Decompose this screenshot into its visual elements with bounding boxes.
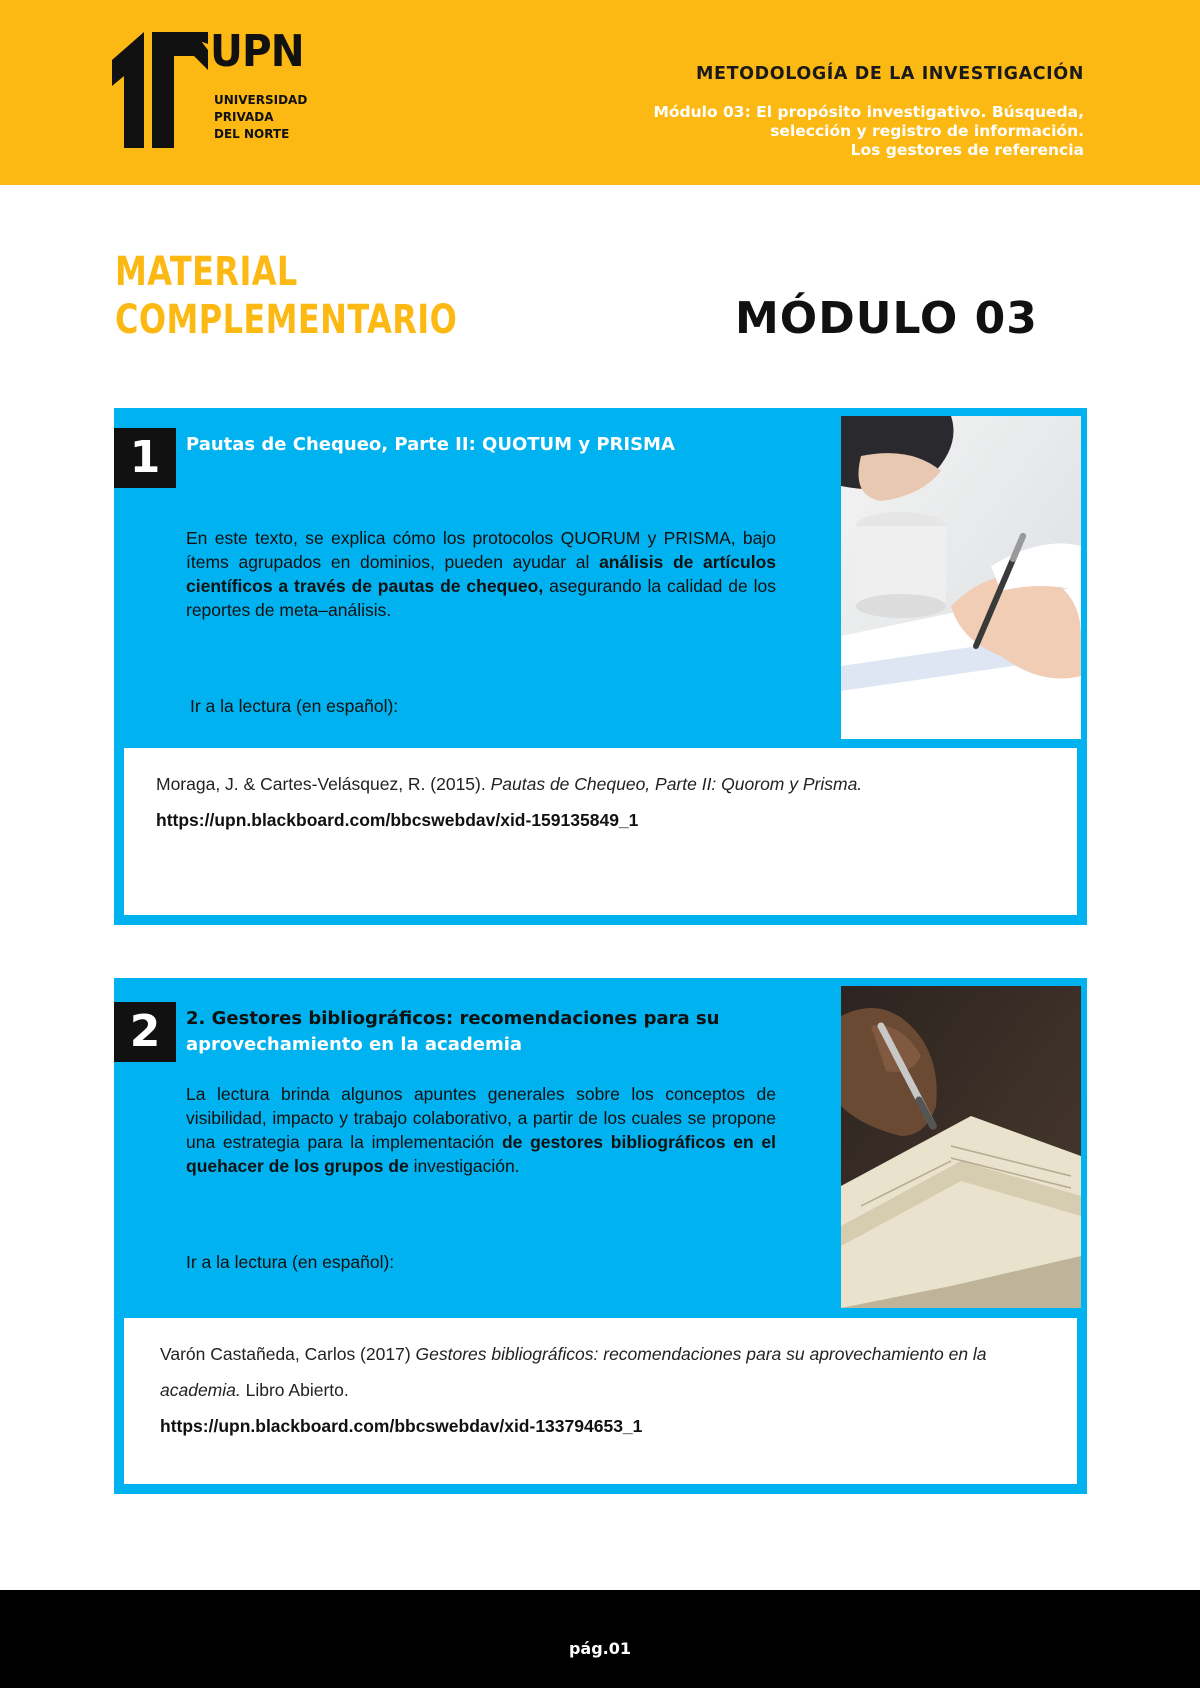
logo-name: UPN — [210, 26, 304, 77]
description-text: En este texto, se explica cómo los protocolos QUORUM y PRISMA, bajo ítems agrupados en dominios, pueden ayudar al — [186, 528, 776, 572]
card-description — [186, 526, 776, 622]
logo-subtitle — [214, 92, 307, 143]
read-link-label: Ir a la lectura (en español): — [190, 696, 399, 716]
logo-sub-line: DEL NORTE — [214, 127, 290, 141]
module-desc-line: Los gestores de referencia — [850, 141, 1084, 159]
course-title: METODOLOGÍA DE LA INVESTIGACIÓN — [696, 64, 1084, 84]
modulo-title: MÓDULO 03 — [735, 293, 1038, 344]
card-number: 2 — [114, 1002, 176, 1062]
writing-with-pen-photo — [841, 416, 1081, 739]
reference-url-link[interactable]: https://upn.blackboard.com/bbcswebdav/xid-159135849_1 — [156, 810, 639, 830]
logo-sub-line: PRIVADA — [214, 110, 274, 124]
card-description — [186, 1082, 776, 1178]
reference-box — [124, 748, 1077, 915]
page-footer — [0, 1590, 1200, 1688]
module-description — [524, 103, 1084, 160]
reference-publisher: Libro Abierto. — [240, 1380, 349, 1400]
card-title: Pautas de Chequeo, Parte II: QUOTUM y PRISMA — [186, 434, 675, 455]
description-text: La lectura brinda algunos apuntes generales sobre los conceptos de visibilidad, impacto y trabajo colaborativo, a partir de los cuales se propone una estrategia para la implementación — [186, 1084, 776, 1152]
module-desc-line: selección y registro de información. — [770, 122, 1084, 140]
reference-text — [160, 1336, 1040, 1444]
title-line: MATERIAL — [115, 249, 298, 295]
writing-in-notebook-photo — [841, 986, 1081, 1308]
card-number: 1 — [114, 428, 176, 488]
resource-card-2 — [114, 978, 1087, 1494]
read-link-label: Ir a la lectura (en español): — [186, 1252, 395, 1272]
reference-text — [156, 766, 1036, 838]
card-title-rest: aprovechamiento en la academia — [186, 1034, 523, 1055]
page-number: pág.01 — [568, 1639, 632, 1658]
description-text: investigación. — [408, 1156, 520, 1176]
reference-box — [124, 1318, 1077, 1484]
module-desc-line: Módulo 03: El propósito investigativo. Búsqueda, — [653, 103, 1084, 121]
description-text: asegurando la calidad de los reportes de meta–análisis. — [186, 576, 777, 620]
title-line: COMPLEMENTARIO — [115, 297, 458, 343]
reference-url-link[interactable]: https://upn.blackboard.com/bbcswebdav/xid-133794653_1 — [160, 1416, 643, 1436]
reference-title: Pautas de Chequeo, Parte II: Quorom y Prisma. — [490, 774, 863, 794]
upn-arrow-icon — [112, 30, 208, 148]
reference-authors: Moraga, J. & Cartes-Velásquez, R. (2015). — [156, 774, 491, 794]
card-title-bold: 2. Gestores bibliográficos: recomendaciones para su — [186, 1008, 720, 1029]
upn-logo — [112, 26, 312, 150]
card-title — [186, 1006, 776, 1058]
description-bold: de gestores bibliográficos en el quehacer de los grupos de — [186, 1132, 776, 1176]
description-bold: análisis de artículos científicos a través de pautas de chequeo, — [186, 552, 776, 596]
logo-sub-line: UNIVERSIDAD — [214, 93, 308, 107]
reference-authors: Varón Castañeda, Carlos (2017) — [160, 1344, 416, 1364]
material-complementario-title — [115, 248, 457, 344]
reference-title: Gestores bibliográficos: recomendaciones para su aprovechamiento en la academia. — [160, 1344, 987, 1400]
page-header — [0, 0, 1200, 185]
resource-card-1 — [114, 408, 1087, 925]
